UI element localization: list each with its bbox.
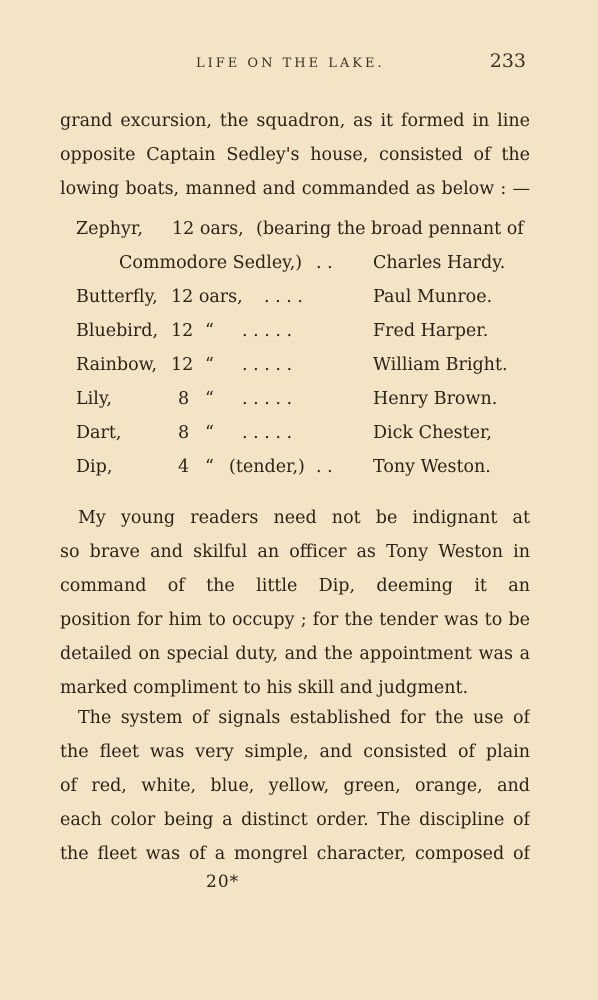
- oars-count: 12 oars,: [172, 219, 244, 239]
- boat-name: Lily,: [76, 389, 112, 409]
- boat-name: Bluebird,: [76, 321, 159, 341]
- roster-note: (tender,): [229, 457, 305, 477]
- text-line: My young readers need not be indignant at: [78, 508, 530, 528]
- oars-count: 4: [178, 457, 190, 477]
- boat-name: Dip,: [76, 457, 113, 477]
- roster-note: Commodore Sedley,): [119, 253, 303, 273]
- text-line: grand excursion, the squadron, as it formed in line: [60, 111, 530, 131]
- signature-mark: 20*: [206, 872, 240, 892]
- ditto-mark: “: [205, 457, 214, 477]
- oars-count: 8: [178, 423, 190, 443]
- boat-name: Dart,: [76, 423, 122, 443]
- text-line: lowing boats, manned and commanded as below : —: [60, 179, 530, 199]
- text-line: each color being a distinct order. The discipline of: [60, 810, 530, 830]
- commander-name: Tony Weston.: [373, 457, 491, 477]
- page-header: [0, 50, 598, 80]
- text-line: of red, white, blue, yellow, green, orange, and: [60, 776, 530, 796]
- commander-name: Henry Brown.: [373, 389, 498, 409]
- oars-count: 12: [171, 355, 194, 375]
- text-line: the fleet was very simple, and consisted of plain: [60, 742, 530, 762]
- leader-dots: . .: [316, 253, 333, 273]
- commander-name: Fred Harper.: [373, 321, 489, 341]
- roster-row: [0, 457, 598, 487]
- commander-name: Paul Munroe.: [373, 287, 493, 307]
- ditto-mark: “: [205, 355, 214, 375]
- text-line: detailed on special duty, and the appointment was a: [60, 644, 530, 664]
- leader-dots: . . . . .: [242, 321, 293, 341]
- text-line: opposite Captain Sedley's house, consisted of the: [60, 145, 530, 165]
- ditto-mark: “: [205, 321, 214, 341]
- oars-count: 12: [171, 321, 194, 341]
- roster-row: [0, 321, 598, 351]
- page-number: 233: [489, 50, 526, 72]
- ditto-mark: “: [205, 423, 214, 443]
- roster-row: [0, 423, 598, 453]
- roster-row: [0, 287, 598, 317]
- leader-dots: . . . . .: [242, 423, 293, 443]
- text-line: The system of signals established for the use of: [78, 708, 530, 728]
- commander-name: Dick Chester,: [373, 423, 492, 443]
- commander-name: Charles Hardy.: [373, 253, 506, 273]
- text-line: marked compliment to his skill and judgment.: [60, 678, 469, 698]
- commander-name: William Bright.: [373, 355, 508, 375]
- text-line: so brave and skilful an officer as Tony Weston in: [60, 542, 530, 562]
- boat-name: Zephyr,: [76, 219, 143, 239]
- roster-note: (bearing the broad pennant of: [256, 219, 524, 239]
- oars-count: 8: [178, 389, 190, 409]
- ditto-mark: “: [205, 389, 214, 409]
- roster-row: [0, 389, 598, 419]
- roster-row: [0, 355, 598, 385]
- running-head: LIFE ON THE LAKE.: [196, 56, 385, 71]
- boat-name: Rainbow,: [76, 355, 158, 375]
- roster-row: [0, 253, 598, 283]
- text-line: position for him to occupy ; for the tender was to be: [60, 610, 530, 630]
- oars-count: 12 oars,: [171, 287, 243, 307]
- roster-row: [0, 219, 598, 249]
- leader-dots: . . . . .: [242, 355, 293, 375]
- leader-dots: . . . .: [264, 287, 303, 307]
- boat-name: Butterfly,: [76, 287, 158, 307]
- leader-dots: . . . . .: [242, 389, 293, 409]
- text-line: command of the little Dip, deeming it an: [60, 576, 530, 596]
- text-line: the fleet was of a mongrel character, composed of: [60, 844, 530, 864]
- leader-dots: . .: [316, 457, 333, 477]
